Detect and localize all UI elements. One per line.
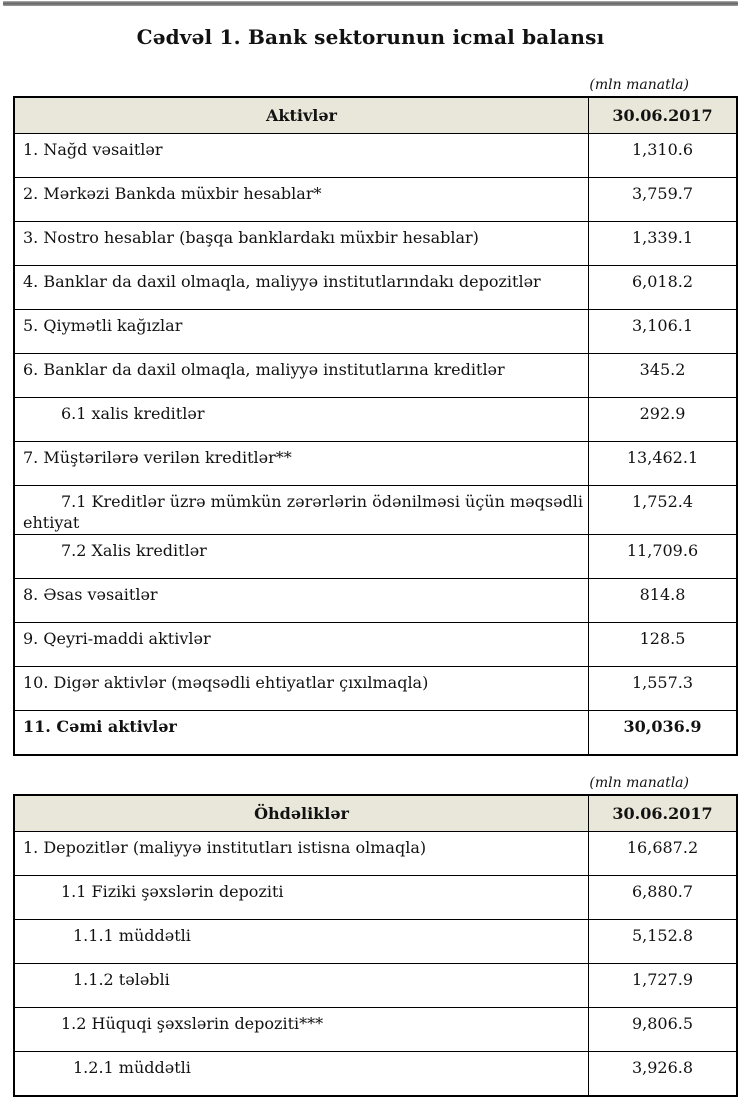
row-value: 292.9 — [589, 398, 738, 442]
document-page — [0, 1, 741, 1078]
table-row — [14, 398, 737, 442]
row-value: 6,880.7 — [589, 876, 738, 920]
row-label: 1.2.1 müddətli — [14, 1052, 589, 1097]
row-value: 6,018.2 — [589, 266, 738, 310]
row-value: 16,687.2 — [589, 832, 738, 876]
row-value: 5,152.8 — [589, 920, 738, 964]
row-label: 10. Digər aktivlər (məqsədli ehtiyatlar çıxılmaqla) — [14, 667, 589, 711]
table-row — [14, 876, 737, 920]
liabilities-table-head — [14, 795, 737, 832]
row-value: 9,806.5 — [589, 1008, 738, 1052]
table-row — [14, 832, 737, 876]
page-title: Cədvəl 1. Bank sektorunun icmal balansı — [136, 25, 605, 49]
table-row — [14, 579, 737, 623]
liabilities-table-body — [14, 832, 737, 1097]
row-label: 8. Əsas vəsaitlər — [14, 579, 589, 623]
assets-table-body — [14, 134, 737, 756]
table-row — [14, 964, 737, 1008]
table-row — [14, 222, 737, 266]
table-row — [14, 920, 737, 964]
row-label: 9. Qeyri-maddi aktivlər — [14, 623, 589, 667]
table-row — [14, 442, 737, 486]
table-row — [14, 266, 737, 310]
row-value: 1,557.3 — [589, 667, 738, 711]
row-value: 814.8 — [589, 579, 738, 623]
header-row — [14, 795, 737, 832]
row-value: 3,759.7 — [589, 178, 738, 222]
row-label: 6.1 xalis kreditlər — [14, 398, 589, 442]
row-value: 13,462.1 — [589, 442, 738, 486]
row-label: 1. Depozitlər (maliyyə institutları istisna olmaqla) — [14, 832, 589, 876]
row-value: 1,310.6 — [589, 134, 738, 178]
row-value: 345.2 — [589, 354, 738, 398]
table-row — [14, 1052, 737, 1097]
row-label: 6. Banklar da daxil olmaqla, maliyyə institutlarına kreditlər — [14, 354, 589, 398]
table-row — [14, 178, 737, 222]
row-label: 5. Qiymətli kağızlar — [14, 310, 589, 354]
table-row — [14, 354, 737, 398]
assets-table — [13, 96, 738, 756]
table-row — [14, 711, 737, 756]
row-value: 30,036.9 — [589, 711, 738, 756]
liabilities-table-title: Öhdəliklər — [14, 795, 589, 832]
row-value: 128.5 — [589, 623, 738, 667]
row-value: 1,339.1 — [589, 222, 738, 266]
assets-table-head — [14, 97, 737, 134]
table-row — [14, 134, 737, 178]
row-label: 7.2 Xalis kreditlər — [14, 535, 589, 579]
unit-note-liabilities: (mln manatla) — [589, 775, 689, 792]
row-label: 1.1.2 tələbli — [14, 964, 589, 1008]
row-label: 7.1 Kreditlər üzrə mümkün zərərlərin ödənilməsi üçün məqsədli ehtiyat — [14, 486, 589, 535]
table-row — [14, 310, 737, 354]
row-value: 1,727.9 — [589, 964, 738, 1008]
top-divider-rule — [3, 1, 738, 6]
liabilities-table-date: 30.06.2017 — [589, 795, 738, 832]
row-label: 1.2 Hüquqi şəxslərin depoziti*** — [14, 1008, 589, 1052]
row-label: 1.1.1 müddətli — [14, 920, 589, 964]
row-value: 3,926.8 — [589, 1052, 738, 1097]
row-label: 1.1 Fiziki şəxslərin depoziti — [14, 876, 589, 920]
table-row — [14, 623, 737, 667]
row-label: 7. Müştərilərə verilən kreditlər** — [14, 442, 589, 486]
table-row — [14, 667, 737, 711]
assets-table-date: 30.06.2017 — [589, 97, 738, 134]
assets-table-title: Aktivlər — [14, 97, 589, 134]
unit-note-assets: (mln manatla) — [589, 77, 689, 93]
header-row — [14, 97, 737, 134]
row-label: 11. Cəmi aktivlər — [14, 711, 589, 756]
row-label: 2. Mərkəzi Bankda müxbir hesablar* — [14, 178, 589, 222]
table-row — [14, 486, 737, 535]
table-row — [14, 1008, 737, 1052]
row-value: 11,709.6 — [589, 535, 738, 579]
row-value: 3,106.1 — [589, 310, 738, 354]
table-row — [14, 535, 737, 579]
row-label: 4. Banklar da daxil olmaqla, maliyyə institutlarındakı depozitlər — [14, 266, 589, 310]
row-label: 1. Nağd vəsaitlər — [14, 134, 589, 178]
row-label: 3. Nostro hesablar (başqa banklardakı müxbir hesablar) — [14, 222, 589, 266]
row-value: 1,752.4 — [589, 486, 738, 535]
liabilities-table — [13, 794, 738, 1097]
